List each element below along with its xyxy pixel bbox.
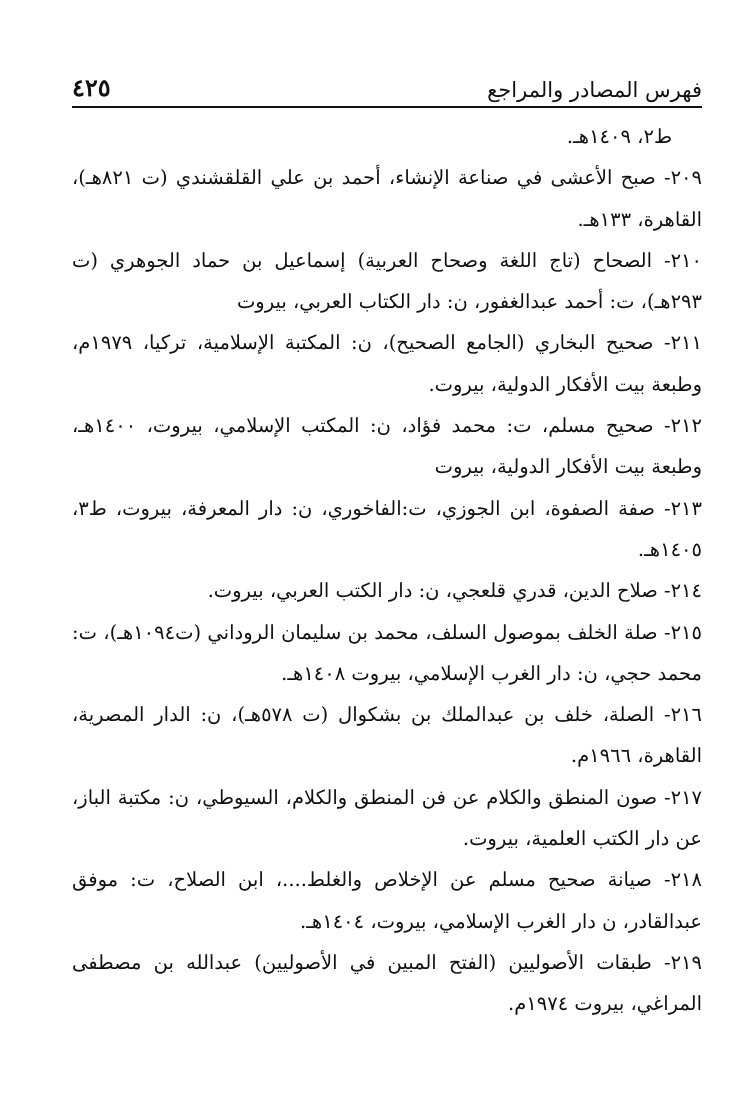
bibliography-entry: ٢١٢- صحيح مسلم، ت: محمد فؤاد، ن: المكتب الإسلامي، بيروت، ١٤٠٠هـ، وطبعة بيت الأفكار الدولية، بيروت (72, 414, 702, 479)
bibliography-entry: ٢١٥- صلة الخلف بموصول السلف، محمد بن سليمان الروداني (ت١٠٩٤هـ)، ت: محمد حجي، ن: دار الغرب الإسلامي، بيروت ١٤٠٨هـ. (72, 620, 702, 685)
entry-text: طبقات الأصوليين (الفتح المبين في الأصوليين) عبدالله بن مصطفى المراغي، بيروت ١٩٧٤م. (72, 950, 702, 1016)
entry-text: صحيح مسلم، ت: محمد فؤاد، ن: المكتب الإسلامي، بيروت، ١٤٠٠هـ، وطبعة بيت الأفكار الدولية، بيروت (72, 414, 702, 479)
bibliography-entry: ٢١٠- الصحاح (تاج اللغة وصحاح العربية) إسماعيل بن حماد الجوهري (ت ٢٩٣هـ)، ت: أحمد عبدالغفور، ن: دار الكتاب العربي، بيروت (72, 248, 702, 314)
entry-text: صون المنطق والكلام عن فن المنطق والكلام، السيوطي، ن: مكتبة الباز، عن دار الكتب العلمية، بيروت. (72, 785, 702, 851)
entry-number: ٢١٣ (670, 496, 702, 520)
entry-number: ٢١٥ (670, 620, 702, 644)
entry-text: صفة الصفوة، ابن الجوزي، ت:الفاخوري، ن: دار المعرفة، بيروت، ط٣، ١٤٠٥هـ. (72, 496, 702, 561)
bibliography-entry: ٢١٨- صيانة صحيح مسلم عن الإخلاص والغلط....، ابن الصلاح، ت: موفق عبدالقادر، ن دار الغرب الإسلامي، بيروت، ١٤٠٤هـ. (72, 868, 702, 933)
entry-number: ٢١٧ (670, 785, 703, 809)
page-number: ٤٢٥ (72, 73, 111, 102)
header-rule (72, 106, 702, 108)
bibliography-entry: ٢١٩- طبقات الأصوليين (الفتح المبين في الأصوليين) عبدالله بن مصطفى المراغي، بيروت ١٩٧٤م. (72, 950, 702, 1016)
entry-number: ٢٠٩ (670, 166, 702, 190)
entry-number: ٢١٠ (670, 248, 702, 272)
entry-number: ٢١٢ (670, 414, 702, 438)
continued-entry-text: ط٢، ١٤٠٩هـ. (566, 125, 672, 148)
page-header (72, 70, 702, 102)
entry-text: الصحاح (تاج اللغة وصحاح العربية) إسماعيل بن حماد الجوهري (ت ٢٩٣هـ)، ت: أحمد عبدالغفور، ن: دار الكتاب العربي، بيروت (72, 248, 702, 314)
entry-number: ٢١٨ (670, 868, 702, 892)
entry-text: صلاح الدين، قدري قلعجي، ن: دار الكتب العربي، بيروت. (207, 579, 658, 603)
entry-text: صيانة صحيح مسلم عن الإخلاص والغلط....، ابن الصلاح، ت: موفق عبدالقادر، ن دار الغرب الإسلامي، بيروت، ١٤٠٤هـ. (72, 868, 702, 933)
bibliography-entry: ٢١٤- صلاح الدين، قدري قلعجي، ن: دار الكتب العربي، بيروت. (207, 579, 702, 603)
entry-number: ٢١٦ (670, 703, 702, 727)
bibliography-entry: ٢٠٩- صبح الأعشى في صناعة الإنشاء، أحمد بن علي القلقشندي (ت ٨٢١هـ)، القاهرة، ١٣٣هـ. (72, 166, 702, 231)
bibliography-list (72, 116, 702, 1025)
entry-number: ٢١١ (670, 331, 702, 355)
bibliography-entry: ٢١٣- صفة الصفوة، ابن الجوزي، ت:الفاخوري، ن: دار المعرفة، بيروت، ط٣، ١٤٠٥هـ. (72, 496, 702, 561)
entry-number: ٢١٩ (670, 950, 702, 974)
running-title: فهرس المصادر والمراجع (487, 78, 702, 102)
entry-text: صحيح البخاري (الجامع الصحيح)، ن: المكتبة الإسلامية، تركيا، ١٩٧٩م، وطبعة بيت الأفكار الدولية، بيروت. (72, 331, 702, 396)
entry-text: صلة الخلف بموصول السلف، محمد بن سليمان الروداني (ت١٠٩٤هـ)، ت: محمد حجي، ن: دار الغرب الإسلامي، بيروت ١٤٠٨هـ. (72, 620, 702, 685)
entry-text: الصلة، خلف بن عبدالملك بن بشكوال (ت ٥٧٨هـ)، ن: الدار المصرية، القاهرة، ١٩٦٦م. (72, 703, 702, 768)
bibliography-entry: ٢١٦- الصلة، خلف بن عبدالملك بن بشكوال (ت ٥٧٨هـ)، ن: الدار المصرية، القاهرة، ١٩٦٦م. (72, 703, 702, 768)
entry-number: ٢١٤ (670, 579, 702, 603)
bibliography-entry: ٢١١- صحيح البخاري (الجامع الصحيح)، ن: المكتبة الإسلامية، تركيا، ١٩٧٩م، وطبعة بيت الأفكار الدولية، بيروت. (72, 331, 702, 396)
entry-text: صبح الأعشى في صناعة الإنشاء، أحمد بن علي القلقشندي (ت ٨٢١هـ)، القاهرة، ١٣٣هـ. (72, 166, 702, 231)
bibliography-entry: ٢١٧- صون المنطق والكلام عن فن المنطق والكلام، السيوطي، ن: مكتبة الباز، عن دار الكتب العلمية، بيروت. (72, 785, 703, 851)
